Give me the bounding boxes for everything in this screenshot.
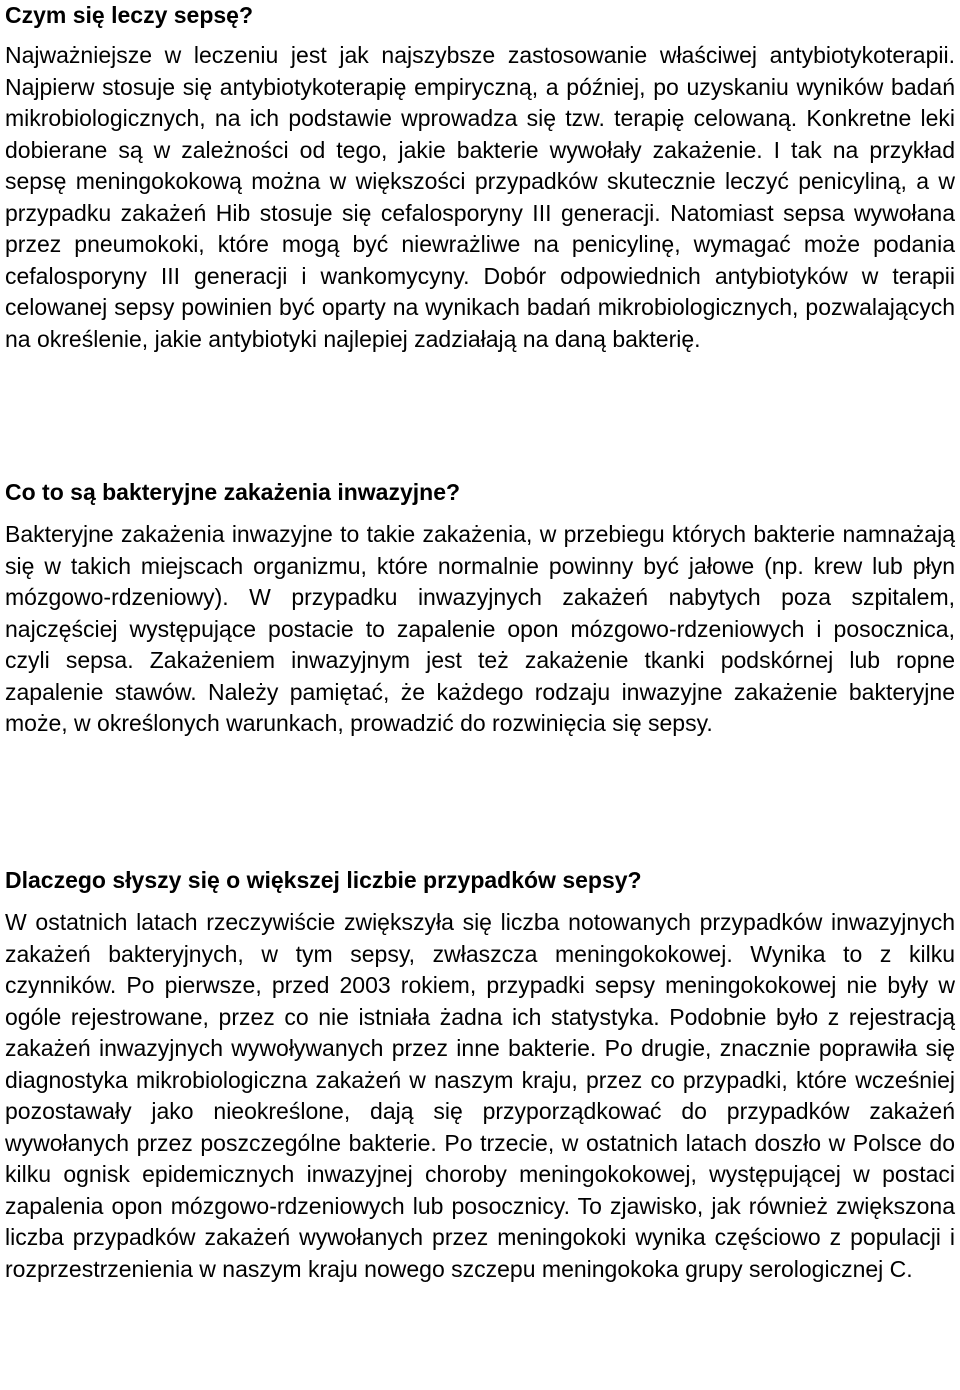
section-more-cases [5, 865, 955, 1285]
section-invasive-infections [5, 477, 955, 740]
section-heading: Dlaczego słyszy się o większej liczbie przypadków sepsy? [5, 867, 642, 893]
section-heading: Co to są bakteryjne zakażenia inwazyjne? [5, 479, 461, 505]
section-paragraph: W ostatnich latach rzeczywiście zwiększyła się liczba notowanych przypadków inwazyjnych zakażeń bakteryjnych, w tym sepsy, zwłaszcza meningokokowej. Wynika to z kilku czynników. Po pierwsze, przed 2003 rokiem, przypadki sepsy meningokokowej nie były w ogóle rejestrowane, przez co nie istniała żadna ich statystyka. Podobnie było z rejestracją zakażeń inwazyjnych wywoływanych przez inne bakterie. Po drugie, znacznie poprawiła się diagnostyka mikrobiologiczna zakażeń w naszym kraju, przez co przypadki, które wcześniej pozostawały jako nieokreślone, dają się przyporządkować do przypadków zakażeń wywołanych przez poszczególne bakterie. Po trzecie, w ostatnich latach doszło w Polsce do kilku ognisk epidemicznych inwazyjnej choroby meningokokowej, występującej w postaci zapalenia opon mózgowo-rdzeniowych lub posocznicy. To zjawisko, jak również zwiększona liczba przypadków zakażeń wywołanych przez meningokoki wynika częściowo z populacji i rozprzestrzenienia w naszym kraju nowego szczepu meningokoka grupy serologicznej C. [5, 909, 955, 1282]
section-sepsis-treatment [5, 0, 955, 355]
section-heading: Czym się leczy sepsę? [5, 2, 254, 28]
section-paragraph: Bakteryjne zakażenia inwazyjne to takie zakażenia, w przebiegu których bakterie namnażają się w takich miejscach organizmu, które normalnie powinny być jałowe (np. krew lub płyn mózgowo-rdzeniowy). W przypadku inwazyjnych zakażeń nabytych poza szpitalem, najczęściej występujące postacie to zapalenie opon mózgowo-rdzeniowych i posocznica, czyli sepsa. Zakażeniem inwazyjnym jest też zakażenie tkanki podskórnej lub ropne zapalenie stawów. Należy pamiętać, że każdego rodzaju inwazyjne zakażenie bakteryjne może, w określonych warunkach, prowadzić do rozwinięcia się sepsy. [5, 521, 955, 736]
section-paragraph: Najważniejsze w leczeniu jest jak najszybsze zastosowanie właściwej antybiotykoterapii. Najpierw stosuje się antybiotykoterapię empiryczną, a później, po uzyskaniu wyników badań mikrobiologicznych, na ich podstawie wprowadza się tzw. terapię celowaną. Konkretne leki dobierane są w zależności od tego, jakie bakterie wywołały zakażenie. I tak na przykład sepsę meningokokową można w większości przypadków skutecznie leczyć penicyliną, a w przypadku zakażeń Hib stosuje się cefalosporyny III generacji. Natomiast sepsa wywołana przez pneumokoki, które mogą być niewrażliwe na penicylinę, wymagać może podania cefalosporyny III generacji i wankomycyny. Dobór odpowiednich antybiotyków w terapii celowanej sepsy powinien być oparty na wynikach badań mikrobiologicznych, pozwalających na określenie, jakie antybiotyki najlepiej zadziałają na daną bakterię. [5, 42, 955, 352]
